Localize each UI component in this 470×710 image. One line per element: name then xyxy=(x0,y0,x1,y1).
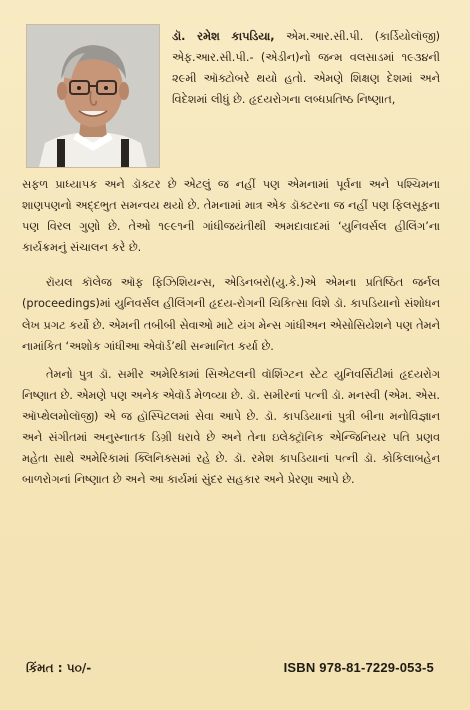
author-degrees: એમ.આર.સી.પી. (કાર્ડિયોલૉજી) એફ.આર.સી.પી.- (એડીન)નો જન્મ વલસાડમાં ૧૯૩૪ની ૨૯મી ઑક્ટોબરે થયો હતો. એમણે શિક્ષણ દેશમાં અને વિદેશમાં લીધું છે. હૃદયરોગના લબ્ધપ્રતિષ્ઠ નિષ્ણાત, xyxy=(172,30,441,107)
bio-body xyxy=(22,174,440,490)
bio-paragraph-3: તેમનો પુત્ર ડૉ. સમીર અમેરિકામાં સિએટલની વૉશિંગ્ટન સ્ટેટ યુનિવર્સિટીમાં હૃદયરોગ નિષ્ણાત છે. એમણે પણ અનેક એવૉર્ડ મેળવ્યા છે. ડૉ. સમીરનાં પત્ની ડૉ. મનસ્વી (એમ. એસ. ઑપ્થેલમોલૉજી) એ જ હૉસ્પિટલમાં સેવા આપે છે. ડૉ. કાપડિયાનાં પુત્રી બીના મનોવિજ્ઞાન અને સંગીતમાં અનુસ્નાતક ડિગ્રી ધરાવે છે અને તેના ઇલેક્ટ્રૉનિક એન્જિનિયર પતિ પ્રણવ મહેતા સાથે અમેરિકામાં ક્લિનિક્સમાં રહે છે. ડૉ. રમેશ કાપડિયાનાં પત્ની ડૉ. કોકિલાબહેન બાળરોગનાં નિષ્ણાત છે અને આ કાર્યમાં સુંદર સહકાર અને પ્રેરણા આપે છે. xyxy=(22,367,440,487)
author-photo xyxy=(26,24,160,168)
author-intro xyxy=(172,26,440,110)
author-name: ડૉ. રમેશ કાપડિયા, xyxy=(172,30,275,43)
author-portrait-image xyxy=(27,25,159,167)
bio-paragraph-2: રૉયલ કૉલેજ ઑફ ફિઝિશિયન્સ, એડિનબરો(યુ.કે.)એ એમના પ્રતિષ્ઠિત જર્નલ (proceedings)માં યુનિવર્સલ હીલિંગની હૃદય-રોગની ચિકિત્સા વિશે ડૉ. કાપડિયાનો સંશોધન લેખ પ્રગટ કર્યો છે. એમની તબીબી સેવાઓ માટે યંગ મેન્સ ગાંધીઅન એસોસિયેશને પણ તેમને નામાંકિત ‘અશોક ગાંધીઆ એવૉર્ડ’થી સન્માનિત કર્યા છે. xyxy=(22,276,440,353)
bio-continuation: સફળ પ્રાધ્યાપક અને ડૉક્ટર છે એટલું જ નહીં પણ એમનામાં પૂર્વના અને પશ્ચિમના શાણપણનો અદ્દભુત સમન્વય થયો છે. તેમનામાં માત્ર એક ડૉક્ટરના જ નહીં પણ ફિલસૂફના પણ વિરલ ગુણો છે. તેઓ ૧૯૯૧ની ગાંધીજયંતીથી અમદાવાદમાં ‘યુનિવર્સલ હીલિંગ’ના કાર્યક્રમનું સંચાલન કરે છે. xyxy=(22,178,440,255)
isbn-label: ISBN 978-81-7229-053-5 xyxy=(283,660,434,675)
author-intro-paragraph xyxy=(172,26,440,110)
price-label: કિંમત : ૫૦/- xyxy=(26,661,92,675)
